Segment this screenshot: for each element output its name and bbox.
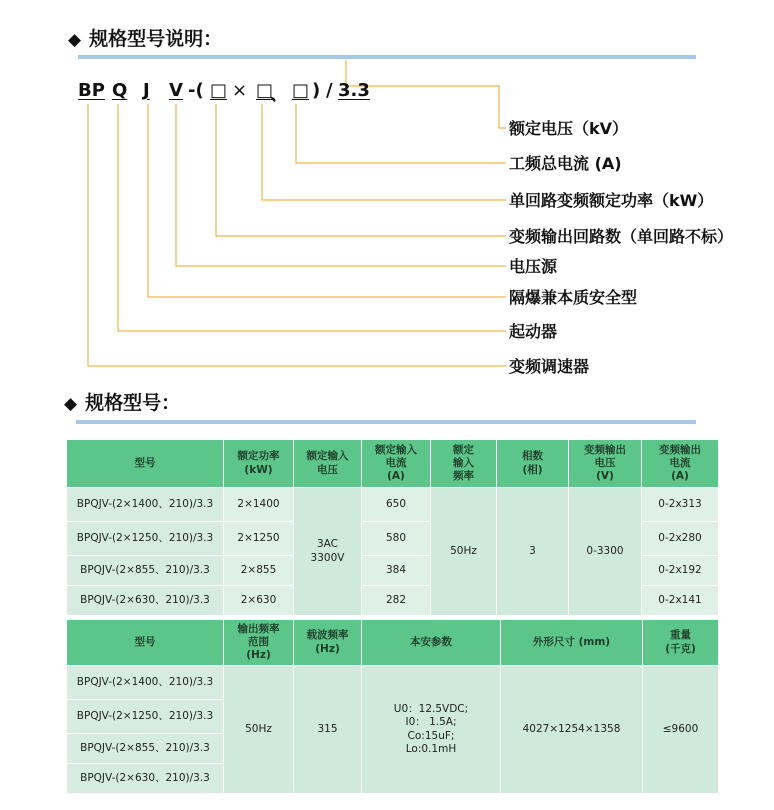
cell-phases: 3 — [497, 488, 569, 616]
spec-table-electrical — [66, 439, 719, 616]
header-phases: 相数 (相) — [497, 440, 569, 488]
cell-output-frequency: 50Hz — [224, 666, 294, 794]
diamond-bullet-icon: ◆ — [68, 30, 82, 50]
code-v: V — [169, 80, 183, 101]
table-row — [67, 488, 719, 522]
cell-output-current: 0-2x141 — [642, 586, 719, 616]
cell-input-current: 282 — [362, 586, 431, 616]
divider-line — [76, 420, 696, 424]
cell-input-current: 650 — [362, 488, 431, 522]
table-row — [67, 666, 719, 700]
code-dash-paren: -( — [188, 80, 204, 101]
desc-rated-power: 单回路变频额定功率（kW） — [509, 191, 714, 210]
header-rated-power: 额定功率 (kW) — [224, 440, 294, 488]
header-model: 型号 — [67, 440, 224, 488]
desc-vfd: 变频调速器 — [509, 357, 590, 376]
cell-weight: ≤9600 — [643, 666, 719, 794]
cell-carrier-frequency: 315 — [294, 666, 362, 794]
spec-table-physical — [66, 619, 719, 794]
cell-input-current: 580 — [362, 522, 431, 556]
code-close-paren: ) — [312, 80, 321, 101]
section-title-specs — [64, 388, 180, 415]
cell-model: BPQJV-(2×630、210)/3.3 — [67, 586, 224, 616]
header-output-current: 变频输出 电流 (A) — [642, 440, 719, 488]
diamond-bullet-icon: ◆ — [64, 394, 78, 414]
section-title-text: 规格型号说明： — [89, 28, 223, 50]
header-input-voltage: 额定输入 电压 — [294, 440, 362, 488]
code-q: Q — [112, 80, 128, 101]
header-model: 型号 — [67, 620, 224, 666]
cell-model: BPQJV-(2×1400、210)/3.3 — [67, 666, 224, 700]
header-safety-params: 本安参数 — [362, 620, 501, 666]
cell-power: 2×1250 — [224, 522, 294, 556]
code-box-1: □ — [210, 80, 228, 101]
header-weight: 重量 (千克) — [643, 620, 719, 666]
cell-safety-params: U0：12.5VDC; I0： 1.5A; Co:15uF; Lo:0.1mH — [362, 666, 501, 794]
cell-input-voltage: 3AC 3300V — [294, 488, 362, 616]
header-carrier-frequency: 载波频率 (Hz) — [294, 620, 362, 666]
cell-power: 2×630 — [224, 586, 294, 616]
cell-input-frequency: 50Hz — [431, 488, 497, 616]
header-dimensions: 外形尺寸 (mm) — [501, 620, 643, 666]
table-header-row — [67, 440, 719, 488]
header-input-frequency: 额定 输入 频率 — [431, 440, 497, 488]
cell-model: BPQJV-(2×1400、210)/3.3 — [67, 488, 224, 522]
cell-model: BPQJV-(2×630、210)/3.3 — [67, 764, 224, 794]
code-voltage: 3.3 — [338, 80, 370, 101]
desc-total-current: 工频总电流 (A) — [509, 154, 622, 173]
cell-output-current: 0-2x313 — [642, 488, 719, 522]
cell-output-voltage: 0-3300 — [569, 488, 642, 616]
cell-dimensions: 4027×1254×1358 — [501, 666, 643, 794]
desc-explosion-proof: 隔爆兼本质安全型 — [509, 288, 638, 307]
cell-model: BPQJV-(2×855、210)/3.3 — [67, 734, 224, 764]
desc-rated-voltage: 额定电压（kV） — [509, 119, 629, 138]
header-input-current: 额定输入 电流 (A) — [362, 440, 431, 488]
cell-input-current: 384 — [362, 556, 431, 586]
code-comma: 、 — [270, 84, 288, 105]
code-box-3: □ — [292, 80, 310, 101]
cell-output-current: 0-2x280 — [642, 522, 719, 556]
cell-power: 2×855 — [224, 556, 294, 586]
desc-voltage-source: 电压源 — [509, 257, 558, 276]
header-output-frequency: 输出频率 范围 (Hz) — [224, 620, 294, 666]
desc-output-circuits: 变频输出回路数（单回路不标） — [509, 227, 734, 246]
cell-power: 2×1400 — [224, 488, 294, 522]
code-bp: BP — [78, 80, 105, 101]
cell-output-current: 0-2x192 — [642, 556, 719, 586]
table-header-row — [67, 620, 719, 666]
header-output-voltage: 变频输出 电压 (V) — [569, 440, 642, 488]
code-slash: / — [326, 80, 333, 101]
cell-model: BPQJV-(2×855、210)/3.3 — [67, 556, 224, 586]
cell-model: BPQJV-(2×1250、210)/3.3 — [67, 700, 224, 734]
section-title-text: 规格型号： — [85, 392, 181, 414]
code-j: J — [143, 80, 150, 101]
cell-model: BPQJV-(2×1250、210)/3.3 — [67, 522, 224, 556]
desc-starter: 起动器 — [509, 322, 558, 341]
code-times: × — [232, 80, 248, 101]
code-box-2: □ — [256, 80, 274, 101]
